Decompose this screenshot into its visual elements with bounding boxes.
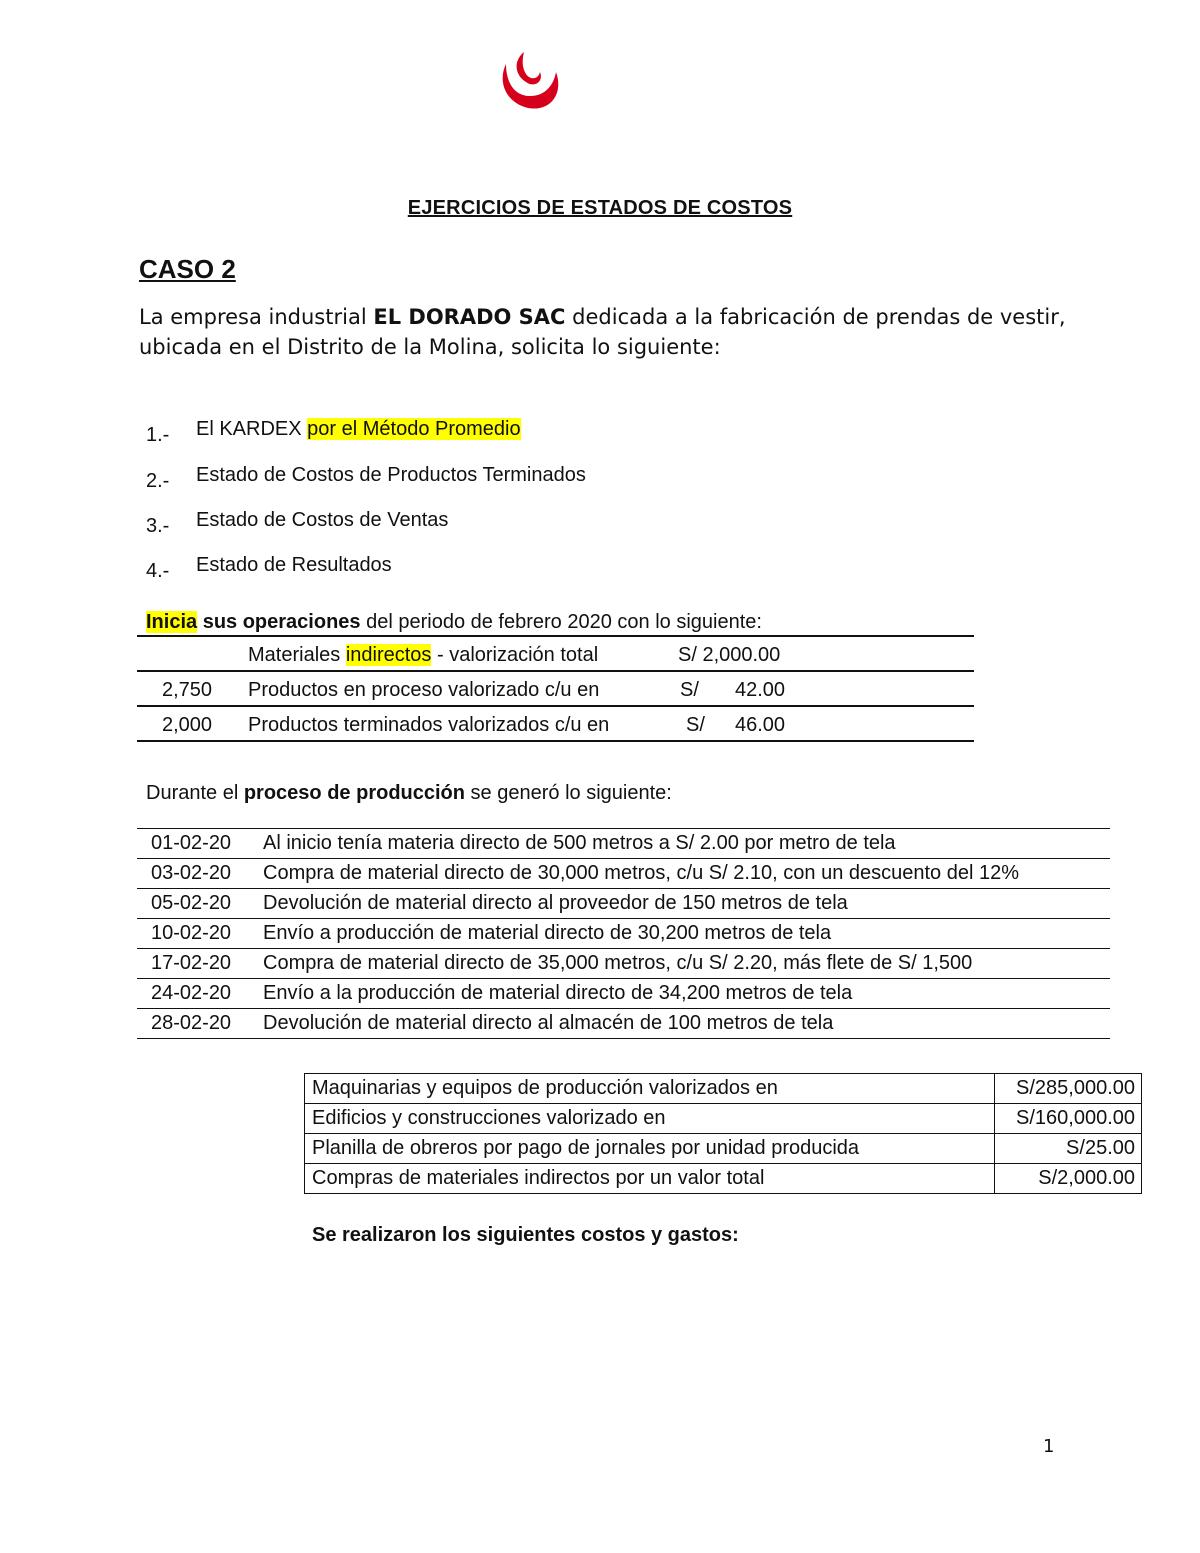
initial-row-1-desc-pre: Materiales <box>248 644 346 666</box>
table-rule <box>137 635 974 637</box>
asset-label: Maquinarias y equipos de producción valorizados en <box>305 1074 995 1104</box>
company-name: EL DORADO SAC <box>373 305 566 329</box>
requirement-number: 3.- <box>146 515 170 537</box>
page-number: 1 <box>1043 1436 1055 1457</box>
row-date: 24-02-20 <box>137 979 257 1009</box>
row-text: Al inicio tenía materia directo de 500 metros a S/ 2.00 por metro de tela <box>257 829 1110 859</box>
initial-ops-bold: sus operaciones <box>197 611 361 633</box>
initial-row-3-amount: 46.00 <box>735 714 786 736</box>
row-text: Envío a la producción de material directo de 34,200 metros de tela <box>257 979 1110 1009</box>
requirement-highlight: por el Método Promedio <box>307 418 521 440</box>
initial-row-2-amount: 42.00 <box>735 679 786 701</box>
costs-heading: Se realizaron los siguientes costos y gastos: <box>312 1224 739 1246</box>
table-row <box>137 889 1110 919</box>
production-lead-pre: Durante el <box>146 782 244 804</box>
table-row <box>137 829 1110 859</box>
table-row <box>137 1009 1110 1039</box>
table-row <box>137 919 1110 949</box>
table-row <box>305 1104 1142 1134</box>
initial-row-3-desc: Productos terminados valorizados c/u en <box>248 714 610 736</box>
document-title: EJERCICIOS DE ESTADOS DE COSTOS <box>407 197 793 219</box>
asset-value: S/160,000.00 <box>995 1104 1142 1134</box>
initial-row-2-qty: 2,750 <box>162 679 213 701</box>
initial-row-2-currency: S/ <box>680 679 699 701</box>
table-rule <box>137 670 974 672</box>
production-table <box>137 828 1110 1039</box>
initial-ops-lead <box>146 611 762 634</box>
table-row <box>305 1074 1142 1104</box>
asset-label: Compras de materiales indirectos por un valor total <box>305 1164 995 1194</box>
table-rule <box>137 705 974 707</box>
row-date: 28-02-20 <box>137 1009 257 1039</box>
initial-ops-highlight: Inicia <box>146 611 198 633</box>
intro-text-2: dedicada a la fabricación de prendas de vestir, ubicada en el Distrito de la Molina, solicita lo siguiente: <box>139 305 1066 359</box>
row-date: 10-02-20 <box>137 919 257 949</box>
table-row <box>137 949 1110 979</box>
intro-text-1: La empresa industrial <box>139 305 374 329</box>
logo-flame <box>503 64 559 109</box>
requirement-text: El KARDEX <box>196 418 308 440</box>
production-lead-bold: proceso de producción <box>243 782 465 804</box>
assets-table <box>304 1073 1142 1194</box>
requirement-number: 4.- <box>146 560 170 582</box>
production-lead-post: se generó lo siguiente: <box>465 782 672 804</box>
asset-label: Planilla de obreros por pago de jornales por unidad producida <box>305 1134 995 1164</box>
initial-row-1-amount: S/ 2,000.00 <box>678 644 781 666</box>
requirement-text: Estado de Resultados <box>196 554 392 576</box>
initial-row-1-desc <box>248 644 598 667</box>
requirement-number: 1.- <box>146 424 170 446</box>
table-rule <box>137 740 974 742</box>
row-text: Compra de material directo de 35,000 metros, c/u S/ 2.20, más flete de S/ 1,500 <box>257 949 1110 979</box>
logo-flame-inner <box>517 52 541 84</box>
asset-value: S/285,000.00 <box>995 1074 1142 1104</box>
initial-row-3-qty: 2,000 <box>162 714 213 736</box>
initial-ops-rest: del periodo de febrero 2020 con lo siguiente: <box>360 611 762 633</box>
initial-row-1-desc-highlight: indirectos <box>345 644 432 666</box>
row-date: 03-02-20 <box>137 859 257 889</box>
requirement-text: Estado de Costos de Productos Terminados <box>196 464 586 486</box>
requirement-number: 2.- <box>146 470 170 492</box>
asset-value: S/2,000.00 <box>995 1164 1142 1194</box>
initial-row-1-desc-post: - valorización total <box>431 644 599 666</box>
requirement-item <box>146 464 586 492</box>
case-label: CASO 2 <box>139 254 236 284</box>
row-text: Compra de material directo de 30,000 metros, c/u S/ 2.10, con un descuento del 12% <box>257 859 1110 889</box>
table-row <box>305 1134 1142 1164</box>
row-date: 05-02-20 <box>137 889 257 919</box>
initial-row-3-currency: S/ <box>686 714 705 736</box>
table-row <box>137 979 1110 1009</box>
asset-value: S/25.00 <box>995 1134 1142 1164</box>
row-text: Devolución de material directo al almacén de 100 metros de tela <box>257 1009 1110 1039</box>
requirement-item <box>146 554 392 582</box>
row-date: 01-02-20 <box>137 829 257 859</box>
row-text: Envío a producción de material directo de 30,200 metros de tela <box>257 919 1110 949</box>
requirement-item <box>146 509 449 537</box>
university-logo <box>494 50 564 112</box>
asset-label: Edificios y construcciones valorizado en <box>305 1104 995 1134</box>
intro-paragraph <box>139 302 1069 362</box>
row-date: 17-02-20 <box>137 949 257 979</box>
requirement-text: Estado de Costos de Ventas <box>196 509 449 531</box>
table-row <box>137 859 1110 889</box>
requirement-item <box>146 418 521 446</box>
row-text: Devolución de material directo al proveedor de 150 metros de tela <box>257 889 1110 919</box>
table-row <box>305 1164 1142 1194</box>
production-lead <box>146 782 672 805</box>
initial-row-2-desc: Productos en proceso valorizado c/u en <box>248 679 600 701</box>
